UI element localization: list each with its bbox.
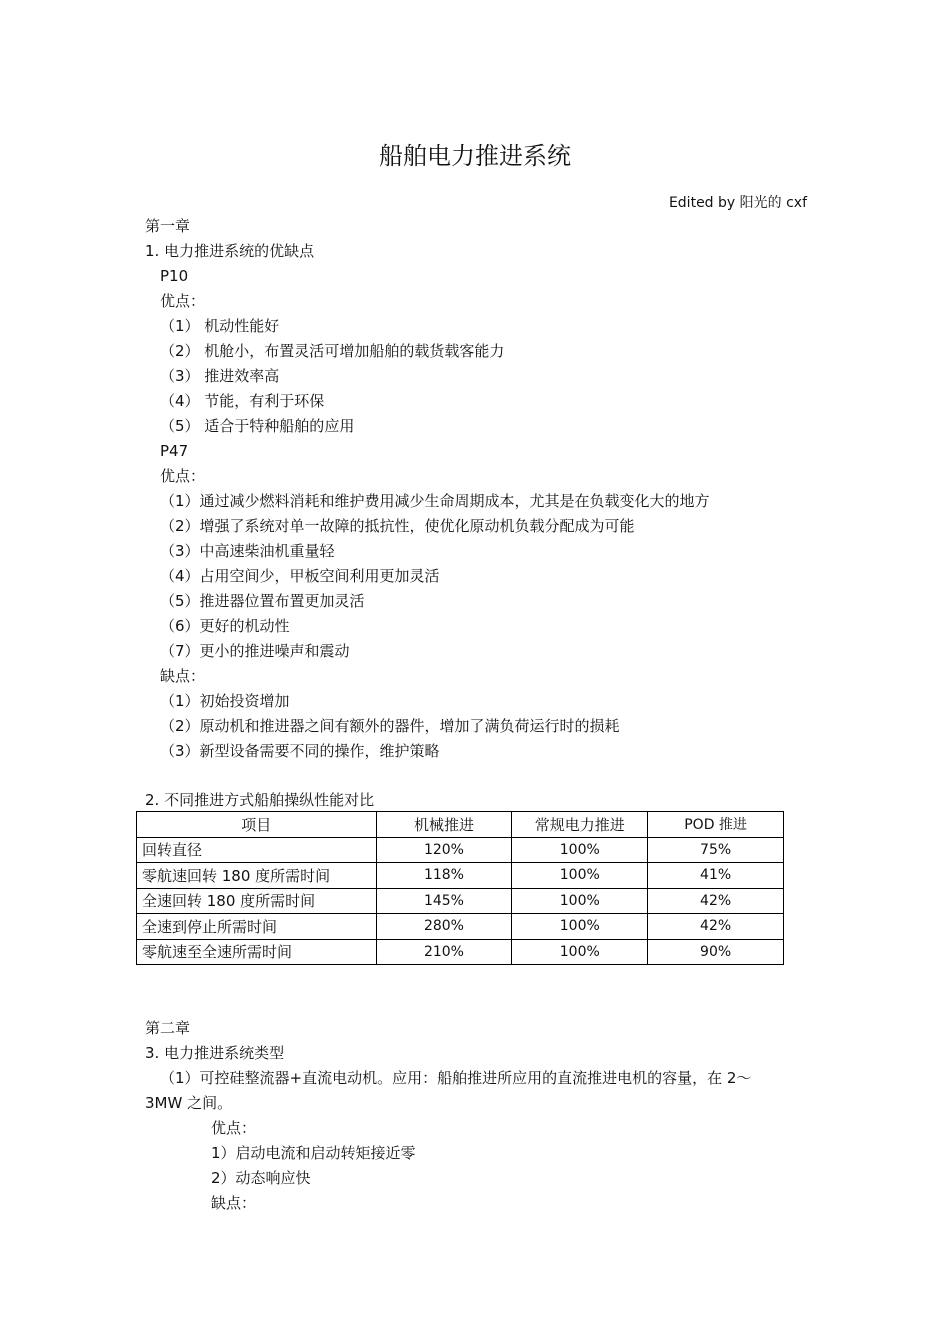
table-cell: 90% bbox=[648, 939, 784, 965]
advantages-label: 优点： bbox=[160, 292, 206, 310]
paragraph-line: （1）可控硅整流器+直流电动机。应用：船舶推进所应用的直流推进电机的容量，在 2～ bbox=[160, 1069, 752, 1087]
table-cell: 全速回转 180 度所需时间 bbox=[137, 888, 377, 914]
list-item: （4）占用空间少，甲板空间利用更加灵活 bbox=[160, 567, 440, 585]
table-header-row bbox=[137, 812, 784, 838]
table-row bbox=[137, 863, 784, 889]
paragraph-line: 3MW 之间。 bbox=[145, 1094, 233, 1112]
list-item: 2）动态响应快 bbox=[211, 1169, 311, 1187]
section-2-title: 2. 不同推进方式船舶操纵性能对比 bbox=[145, 791, 375, 809]
table-cell: 118% bbox=[376, 863, 512, 889]
list-item: （5） 适合于特种船舶的应用 bbox=[160, 417, 355, 435]
chapter-2-heading: 第二章 bbox=[145, 1019, 191, 1037]
table-cell: 145% bbox=[376, 888, 512, 914]
table-header-cell: 机械推进 bbox=[376, 812, 512, 838]
list-item: （2）增强了系统对单一故障的抵抗性，使优化原动机负载分配成为可能 bbox=[160, 517, 635, 535]
list-item: 1）启动电流和启动转矩接近零 bbox=[211, 1144, 416, 1162]
table-cell: 280% bbox=[376, 914, 512, 940]
table-cell: 零航速至全速所需时间 bbox=[137, 939, 377, 965]
list-item: （1） 机动性能好 bbox=[160, 317, 280, 335]
editor-credit: Edited by 阳光的 cxf bbox=[668, 195, 807, 211]
page-ref-p47: P47 bbox=[160, 442, 189, 460]
advantages-label: 优点： bbox=[160, 467, 206, 485]
table-cell: 100% bbox=[512, 888, 648, 914]
list-item: （4） 节能，有利于环保 bbox=[160, 392, 325, 410]
table-cell: 100% bbox=[512, 914, 648, 940]
disadvantages-label: 缺点： bbox=[160, 667, 206, 685]
table-row bbox=[137, 837, 784, 863]
table-cell: 100% bbox=[512, 939, 648, 965]
list-item: （6）更好的机动性 bbox=[160, 617, 290, 635]
list-item: （1）通过减少燃料消耗和维护费用减少生命周期成本，尤其是在负载变化大的地方 bbox=[160, 492, 710, 510]
table-cell: 100% bbox=[512, 863, 648, 889]
table-cell: 120% bbox=[376, 837, 512, 863]
list-item: （3）中高速柴油机重量轻 bbox=[160, 542, 335, 560]
table-cell: 42% bbox=[648, 914, 784, 940]
table-cell: 42% bbox=[648, 888, 784, 914]
list-item: （7）更小的推进噪声和震动 bbox=[160, 642, 350, 660]
table-cell: 100% bbox=[512, 837, 648, 863]
table-row bbox=[137, 888, 784, 914]
table-row bbox=[137, 914, 784, 940]
list-item: （3） 推进效率高 bbox=[160, 367, 280, 385]
section-1-title: 1. 电力推进系统的优缺点 bbox=[145, 242, 315, 260]
table-cell: 零航速回转 180 度所需时间 bbox=[137, 863, 377, 889]
table-row bbox=[137, 939, 784, 965]
disadvantages-label: 缺点： bbox=[211, 1194, 257, 1212]
table-cell: 75% bbox=[648, 837, 784, 863]
table-cell: 41% bbox=[648, 863, 784, 889]
advantages-label: 优点： bbox=[211, 1119, 257, 1137]
page-ref-p10: P10 bbox=[160, 267, 189, 285]
chapter-1-heading: 第一章 bbox=[145, 217, 191, 235]
list-item: （5）推进器位置布置更加灵活 bbox=[160, 592, 365, 610]
table-cell: 回转直径 bbox=[137, 837, 377, 863]
table-header-cell: 项目 bbox=[137, 812, 377, 838]
comparison-table bbox=[136, 811, 784, 965]
list-item: （2） 机舱小，布置灵活可增加船舶的载货载客能力 bbox=[160, 342, 505, 360]
table-cell: 全速到停止所需时间 bbox=[137, 914, 377, 940]
list-item: （1）初始投资增加 bbox=[160, 692, 290, 710]
list-item: （3）新型设备需要不同的操作，维护策略 bbox=[160, 742, 440, 760]
list-item: （2）原动机和推进器之间有额外的器件，增加了满负荷运行时的损耗 bbox=[160, 717, 620, 735]
section-3-title: 3. 电力推进系统类型 bbox=[145, 1044, 285, 1062]
table-cell: 210% bbox=[376, 939, 512, 965]
table-header-cell: POD 推进 bbox=[648, 812, 784, 838]
document-title: 船舶电力推进系统 bbox=[379, 142, 571, 170]
table-header-cell: 常规电力推进 bbox=[512, 812, 648, 838]
